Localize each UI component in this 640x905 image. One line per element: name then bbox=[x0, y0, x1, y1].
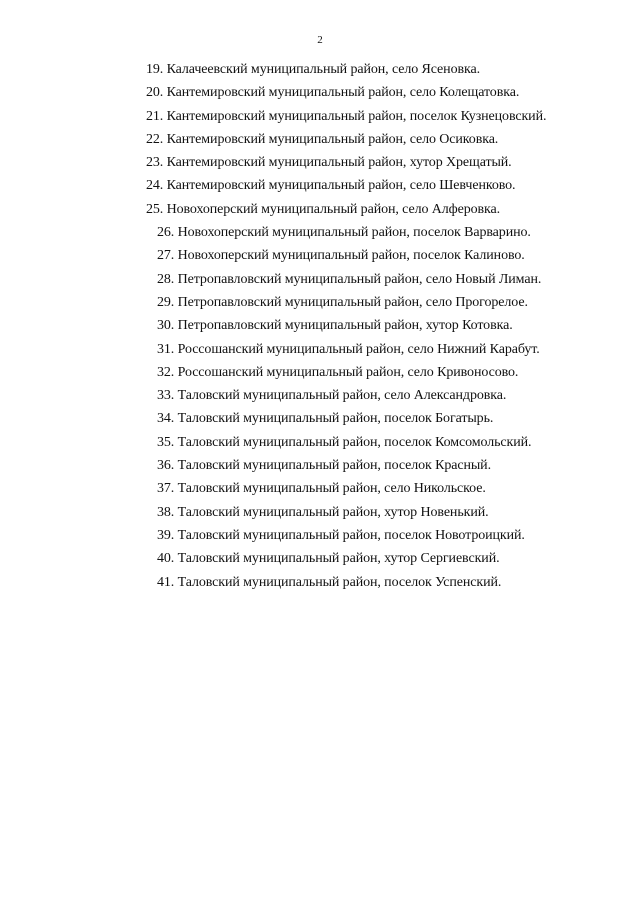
list-item bbox=[0, 221, 640, 244]
item-number: 25. bbox=[146, 201, 164, 217]
item-text: Таловский муниципальный район, хутор Новенький. bbox=[177, 504, 489, 520]
item-number: 19. bbox=[146, 62, 164, 77]
list-item bbox=[0, 454, 640, 477]
item-number: 21. bbox=[146, 108, 164, 124]
list-item bbox=[0, 384, 640, 407]
list-item bbox=[0, 198, 640, 221]
item-number: 34. bbox=[157, 411, 175, 427]
list-item bbox=[0, 58, 640, 81]
item-text: Таловский муниципальный район, поселок Богатырь. bbox=[177, 411, 494, 427]
item-text: Таловский муниципальный район, хутор Сергиевский. bbox=[177, 551, 500, 567]
list-item bbox=[0, 571, 640, 594]
item-number: 31. bbox=[157, 341, 175, 357]
item-text: Петропавловский муниципальный район, хутор Котовка. bbox=[177, 318, 513, 334]
item-text: Кантемировский муниципальный район, село Колещатовка. bbox=[166, 85, 520, 101]
item-number: 22. bbox=[146, 131, 164, 147]
list-item bbox=[0, 244, 640, 267]
item-number: 26. bbox=[157, 225, 175, 241]
list-item bbox=[0, 547, 640, 570]
item-number: 37. bbox=[157, 481, 175, 497]
item-text: Петропавловский муниципальный район, село Прогорелое. bbox=[177, 294, 528, 310]
item-number: 39. bbox=[157, 527, 175, 543]
item-text: Кантемировский муниципальный район, хутор Хрещатый. bbox=[166, 155, 512, 171]
item-text: Россошанский муниципальный район, село Кривоносово. bbox=[177, 364, 519, 380]
item-number: 38. bbox=[157, 504, 175, 520]
item-number: 23. bbox=[146, 155, 164, 171]
list-item bbox=[0, 314, 640, 337]
item-text: Калачеевский муниципальный район, село Ясеновка. bbox=[166, 62, 480, 77]
item-text: Таловский муниципальный район, поселок Комсомольский. bbox=[177, 434, 532, 450]
item-number: 20. bbox=[146, 85, 164, 101]
item-number: 36. bbox=[157, 458, 175, 474]
list-item bbox=[0, 431, 640, 454]
list-item bbox=[0, 151, 640, 174]
item-number: 41. bbox=[157, 574, 175, 590]
item-number: 28. bbox=[157, 271, 175, 287]
item-text: Кантемировский муниципальный район, село Осиковка. bbox=[166, 131, 499, 147]
item-text: Таловский муниципальный район, село Александровка. bbox=[177, 388, 507, 404]
list-item bbox=[0, 81, 640, 104]
item-text: Таловский муниципальный район, село Никольское. bbox=[177, 481, 486, 497]
list-item bbox=[0, 105, 640, 128]
list-item bbox=[0, 174, 640, 197]
item-number: 32. bbox=[157, 364, 175, 380]
item-text: Петропавловский муниципальный район, село Новый Лиман. bbox=[177, 271, 542, 287]
list-item bbox=[0, 361, 640, 384]
page-number: 2 bbox=[317, 34, 323, 46]
list-item bbox=[0, 338, 640, 361]
item-text: Новохоперский муниципальный район, поселок Варварино. bbox=[177, 225, 531, 241]
item-number: 35. bbox=[157, 434, 175, 450]
list-item bbox=[0, 291, 640, 314]
list-item bbox=[0, 501, 640, 524]
item-number: 29. bbox=[157, 294, 175, 310]
settlement-list bbox=[0, 58, 640, 594]
item-text: Таловский муниципальный район, поселок Успенский. bbox=[177, 574, 502, 590]
item-text: Кантемировский муниципальный район, село Шевченково. bbox=[166, 178, 516, 194]
item-number: 40. bbox=[157, 551, 175, 567]
item-text: Таловский муниципальный район, поселок Новотроицкий. bbox=[177, 527, 525, 543]
item-text: Таловский муниципальный район, поселок Красный. bbox=[177, 458, 491, 474]
list-item bbox=[0, 524, 640, 547]
item-number: 24. bbox=[146, 178, 164, 194]
list-item bbox=[0, 128, 640, 151]
item-number: 30. bbox=[157, 318, 175, 334]
item-number: 33. bbox=[157, 388, 175, 404]
list-item bbox=[0, 407, 640, 430]
list-item bbox=[0, 268, 640, 291]
item-text: Новохоперский муниципальный район, село Алферовка. bbox=[166, 201, 501, 217]
list-item bbox=[0, 477, 640, 500]
item-text: Россошанский муниципальный район, село Нижний Карабут. bbox=[177, 341, 540, 357]
item-number: 27. bbox=[157, 248, 175, 264]
item-text: Новохоперский муниципальный район, поселок Калиново. bbox=[177, 248, 525, 264]
item-text: Кантемировский муниципальный район, поселок Кузнецовский. bbox=[166, 108, 547, 124]
